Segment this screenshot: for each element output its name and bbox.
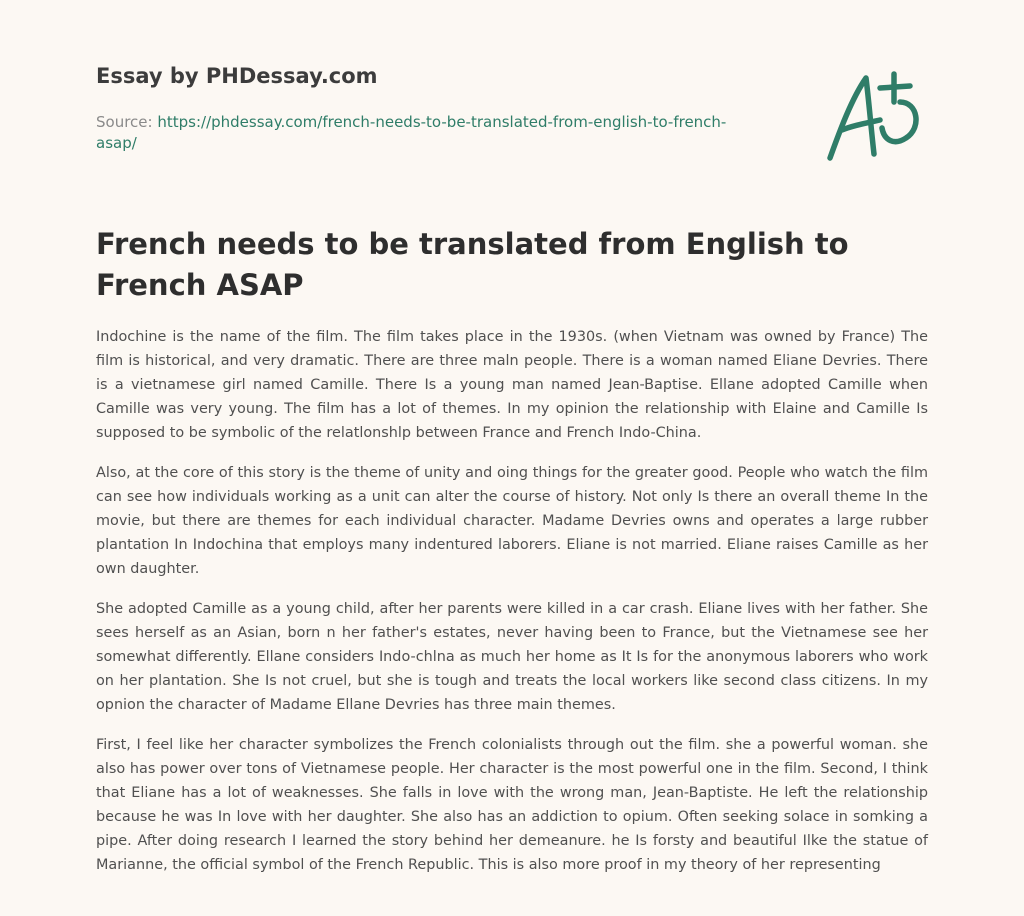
article-title: French needs to be translated from English to French ASAP (96, 227, 849, 302)
site-brand: Essay by PHDessay.com (96, 64, 378, 88)
article-paragraph: First, I feel like her character symbolizes the French colonialists through out the film. she a powerful woman. she also has power over tons of Vietnamese people. Her character is the most powerful one in the film. Second, I think that Eliane has a lot of weaknesses. She falls in love with the wrong man, Jean-Baptiste. He left the relationship because he was In love with her daughter. She also has an addiction to opium. Often seeking solace in somking a pipe. After doing research I learned the story behind her demeanure. he Is forsty and beautiful Ilke the statue of Marianne, the official symbol of the French Republic. This is also more proof in my theory of her representing (96, 737, 928, 873)
article-paragraph: Indochine is the name of the film. The film takes place in the 1930s. (when Vietnam was owned by France) The film is historical, and very dramatic. There are three maln people. There is a woman named Eliane Devries. There is a vietnamese girl named Camille. There Is a young man named Jean-Baptise. Ellane adopted Camille when Camille was very young. The film has a lot of themes. In my opinion the relationship with Elaine and Camille Is supposed to be symbolic of the relatlonshlp between France and French Indo-China. (96, 329, 928, 441)
source-label: Source: (96, 113, 153, 131)
source-line (96, 112, 756, 154)
source-link[interactable]: https://phdessay.com/french-needs-to-be-translated-from-english-to-french-asap/ (96, 113, 727, 152)
a-plus-logo-icon (822, 68, 928, 164)
article-body (96, 325, 928, 893)
article-paragraph: Also, at the core of this story is the theme of unity and oing things for the greater good. People who watch the film can see how individuals working as a unit can alter the course of history. Not only Is there an overall theme In the movie, but there are themes for each individual character. Madame Devries owns and operates a large rubber plantation In Indochina that employs many indentured laborers. Eliane is not married. Eliane raises Camille as her own daughter. (96, 465, 928, 577)
article-paragraph: She adopted Camille as a young child, after her parents were killed in a car crash. Eliane lives with her father. She sees herself as an Asian, born n her father's estates, never having been to France, but the Vietnamese see her somewhat differently. Ellane considers Indo-chlna as much her home as It Is for the anonymous laborers who work on her plantation. She Is not cruel, but she is tough and treats the local workers like second class citizens. In my opnion the character of Madame Ellane Devries has three main themes. (96, 601, 928, 713)
